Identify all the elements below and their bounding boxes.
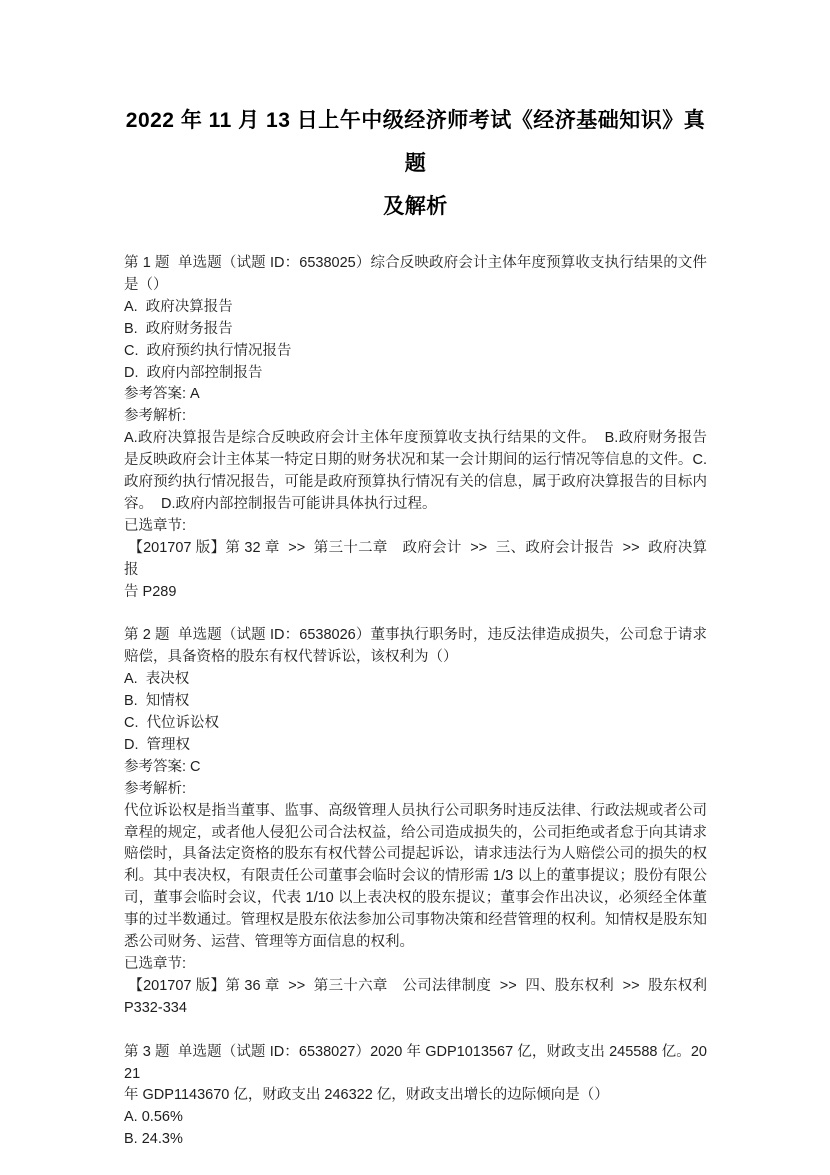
document-line: 参考解析: (124, 408, 187, 425)
document-line: D. 政府内部控制报告 (124, 364, 263, 381)
document-line: P332-334 (124, 999, 187, 1016)
document-title (124, 99, 707, 228)
document-line: 告 P289 (124, 583, 177, 600)
document-line: 第 2 题 单选题（试题 ID：6538026）董事执行职务时，违反法律造成损失，公司怠于请求 (124, 627, 707, 644)
document-line: 是反映政府会计主体某一特定日期的财务状况和某一会计期间的运行情况等信息的文件。C. (124, 452, 707, 469)
document-line: B. 24.3% (124, 1131, 183, 1148)
document-line: 代位诉讼权是指当董事、监事、高级管理人员执行公司职务时违反法律、行政法规或者公司 (124, 802, 707, 819)
document-line: 年 GDP1143670 亿，财政支出 246322 亿，财政支出增长的边际倾向是（） (124, 1087, 609, 1104)
document-line: 是（） (124, 276, 168, 293)
document-line: 悉公司财务、运营、管理等方面信息的权利。 (124, 934, 414, 951)
document-line: C. 政府预约执行情况报告 (124, 342, 292, 359)
document-body (124, 253, 707, 1151)
document-line: D. 管理权 (124, 736, 191, 753)
document-line: A. 表决权 (124, 671, 190, 688)
document-line: 容。 D.政府内部控制报告可能讲具体执行过程。 (124, 495, 437, 512)
document-line: 第 3 题 单选题（试题 ID：6538027）2020 年 GDP1013567 亿，财政支出 245588 亿。2021 (124, 1043, 707, 1082)
document-line: 赔偿，具备资格的股东有权代替诉讼，该权利为（） (124, 649, 458, 666)
document-line: 事的过半数通过。管理权是股东依法参加公司事物决策和经营管理的权利。知情权是股东知 (124, 912, 707, 929)
document-line: 利。其中表决权，有限责任公司董事会临时会议的情形需 1/3 以上的董事提议；股份有限公 (124, 868, 707, 885)
document-line: B. 政府财务报告 (124, 320, 233, 337)
document-line: A.政府决算报告是综合反映政府会计主体年度预算收支执行结果的文件。 B.政府财务报告 (124, 430, 707, 447)
document-line: A. 政府决算报告 (124, 298, 233, 315)
document-line: 参考答案: C (124, 758, 201, 775)
document-line: B. 知情权 (124, 693, 190, 710)
document-line: 已选章节: (124, 955, 187, 972)
title-line-2: 及解析 (383, 195, 448, 218)
document-line: 参考解析: (124, 780, 187, 797)
document-line: 赔偿时，具备法定资格的股东有权代替公司提起诉讼，请求违法行为人赔偿公司的损失的权 (124, 846, 707, 863)
document-line: A. 0.56% (124, 1109, 183, 1126)
document-line: 【201707 版】第 36 章 >> 第三十六章 公司法律制度 >> 四、股东权利 >> 股东权利 (124, 977, 707, 994)
title-line-1: 2022 年 11 月 13 日上午中级经济师考试《经济基础知识》真题 (125, 109, 706, 175)
document-line: 参考答案: A (124, 386, 200, 403)
document-line: 章程的规定，或者他人侵犯公司合法权益，给公司造成损失的，公司拒绝或者怠于向其请求 (124, 824, 707, 841)
document-line: 第 1 题 单选题（试题 ID：6538025）综合反映政府会计主体年度预算收支执行结果的文件 (124, 255, 707, 271)
document-line: C. 代位诉讼权 (124, 715, 220, 732)
document-line: 已选章节: (124, 517, 187, 534)
document-line: 司，董事会临时会议，代表 1/10 以上表决权的股东提议；董事会作出决议，必须经全体董 (124, 890, 707, 907)
document-line: 【201707 版】第 32 章 >> 第三十二章 政府会计 >> 三、政府会计报告 >> 政府决算报 (124, 539, 707, 578)
document-line: 政府预约执行情况报告，可能是政府预算执行情况有关的信息，属于政府决算报告的目标内 (124, 474, 707, 491)
